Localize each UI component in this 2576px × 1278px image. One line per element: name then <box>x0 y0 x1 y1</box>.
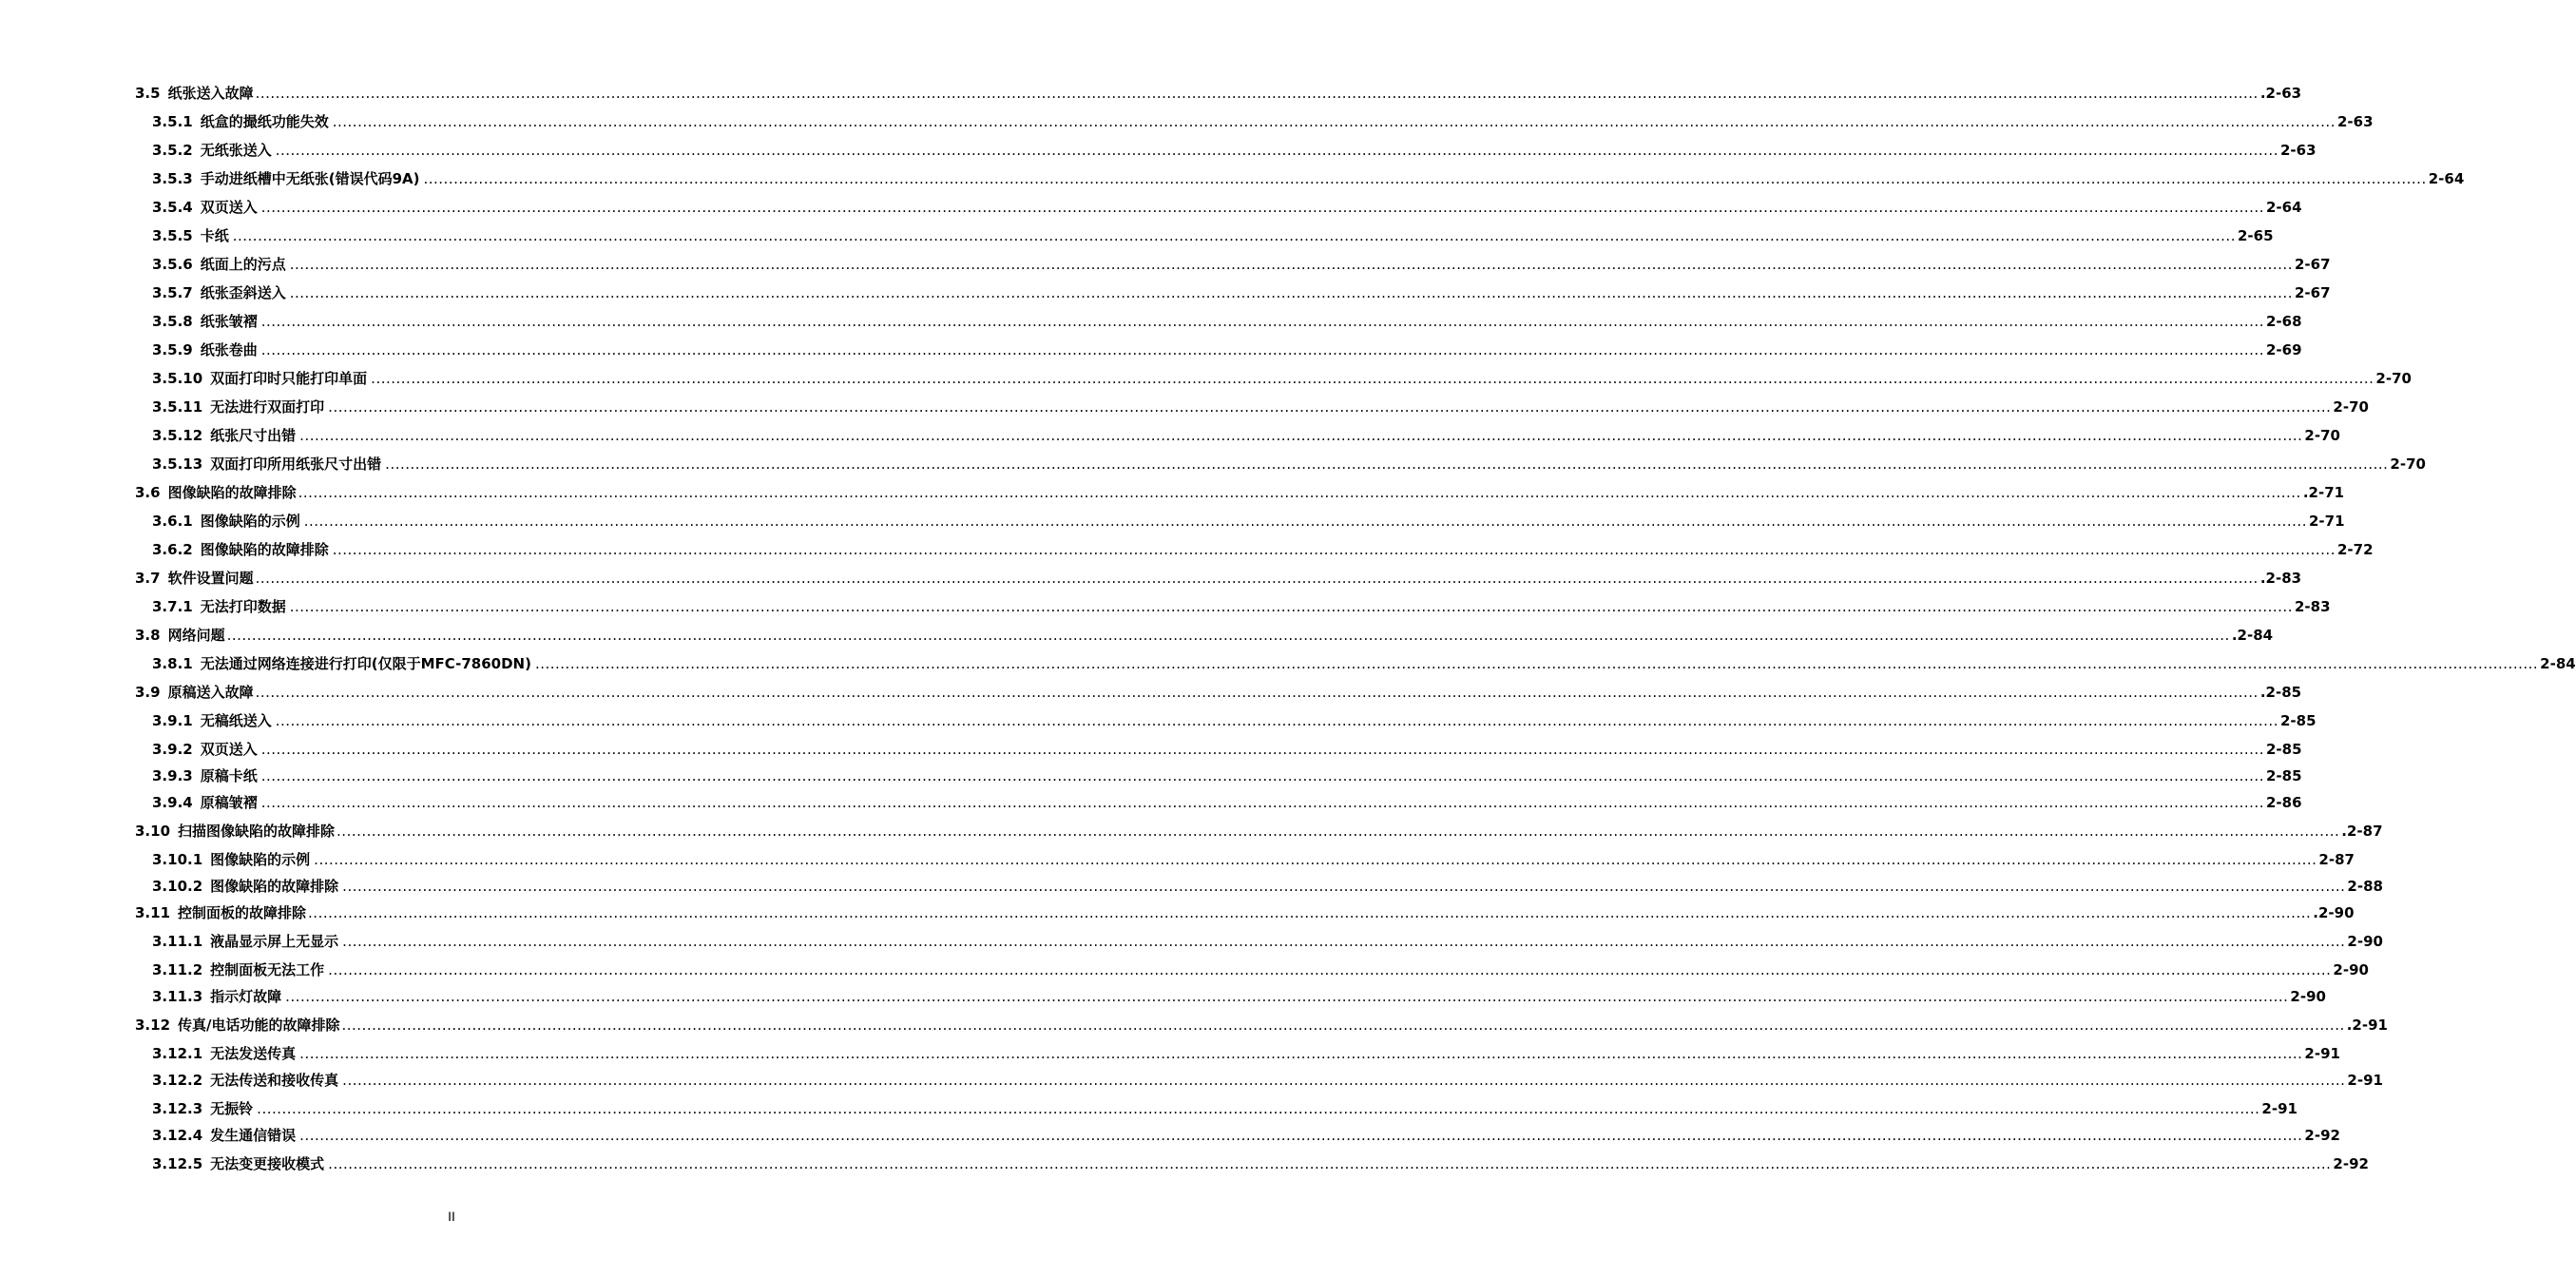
toc-dot-leader: ................................................................................................................................................................................................................................................................................................................................................................................................................ <box>332 113 2336 130</box>
toc-dot-leader: ................................................................................................................................................................................................................................................................................................................................................................................................................ <box>336 823 2340 840</box>
toc-dot-leader: ................................................................................................................................................................................................................................................................................................................................................................................................................ <box>260 794 2264 811</box>
toc-subsection-entry[interactable] <box>152 426 2340 445</box>
toc-entry-title: 传真/电话功能的故障排除 <box>178 1017 340 1034</box>
toc-dot-leader: ................................................................................................................................................................................................................................................................................................................................................................................................................ <box>328 1155 2332 1172</box>
toc-entry-title: 图像缺陷的故障排除 <box>200 541 329 558</box>
toc-entry-title: 纸面上的污点 <box>200 256 286 273</box>
toc-section-entry[interactable] <box>135 84 2302 103</box>
toc-entry-title: 控制面板无法工作 <box>210 961 325 978</box>
toc-entry-page: 2-83 <box>2294 598 2331 615</box>
toc-entry-number: 3.6.1 <box>152 513 193 530</box>
toc-entry-number: 3.11.3 <box>152 988 203 1005</box>
toc-entry-number: 3.12.3 <box>152 1100 203 1117</box>
toc-subsection-entry[interactable] <box>152 740 2302 759</box>
toc-entry-number: 3.11 <box>135 904 171 921</box>
toc-entry-page: 2-91 <box>2261 1100 2297 1117</box>
toc-entry-number: 3.5.2 <box>152 142 193 159</box>
toc-entry-title: 图像缺陷的示例 <box>210 851 311 868</box>
toc-entry-number: 3.10.2 <box>152 878 203 895</box>
toc-subsection-entry[interactable] <box>152 850 2355 869</box>
toc-subsection-entry[interactable] <box>152 540 2374 559</box>
toc-entry-title: 双面打印所用纸张尺寸出错 <box>210 455 382 473</box>
toc-entry-page: .2-84 <box>2231 627 2274 644</box>
toc-entry-title: 无法通过网络连接进行打印(仅限于MFC-7860DN) <box>200 655 531 672</box>
toc-entry-page: 2-90 <box>2333 961 2369 978</box>
toc-entry-title: 图像缺陷的示例 <box>200 513 300 530</box>
toc-entry-number: 3.12 <box>135 1017 171 1034</box>
toc-entry-page: 2-85 <box>2265 767 2302 784</box>
toc-entry-number: 3.12.2 <box>152 1072 203 1089</box>
toc-entry-number: 3.11.2 <box>152 961 203 978</box>
toc-entry-page: 2-68 <box>2265 313 2302 330</box>
toc-entry-page: 2-92 <box>2304 1127 2340 1144</box>
toc-entry-title: 双页送入 <box>200 741 258 758</box>
toc-entry-title: 指示灯故障 <box>210 988 282 1005</box>
toc-subsection-entry[interactable] <box>152 1071 2383 1090</box>
toc-dot-leader: ................................................................................................................................................................................................................................................................................................................................................................................................................ <box>260 767 2264 784</box>
toc-subsection-entry[interactable] <box>152 960 2369 979</box>
toc-entry-page: 2-67 <box>2294 284 2331 301</box>
toc-entry-number: 3.9.4 <box>152 794 193 811</box>
toc-entry-title: 原稿送入故障 <box>167 684 254 701</box>
toc-entry-title: 无振铃 <box>210 1100 254 1117</box>
toc-dot-leader: ................................................................................................................................................................................................................................................................................................................................................................................................................ <box>257 1100 2260 1117</box>
toc-entry-page: 2-88 <box>2347 878 2383 895</box>
toc-entry-number: 3.8.1 <box>152 655 193 672</box>
toc-section-entry[interactable] <box>135 483 2345 502</box>
toc-dot-leader: ................................................................................................................................................................................................................................................................................................................................................................................................................ <box>298 484 2301 501</box>
toc-entry-number: 3.5.12 <box>152 427 203 444</box>
toc-section-entry[interactable] <box>135 569 2302 588</box>
toc-entry-page: 2-85 <box>2279 712 2316 729</box>
toc-dot-leader: ................................................................................................................................................................................................................................................................................................................................................................................................................ <box>260 741 2264 758</box>
toc-entry-page: 2-70 <box>2375 370 2412 387</box>
toc-section-entry[interactable] <box>135 626 2274 645</box>
toc-entry-page: 2-64 <box>2265 199 2302 216</box>
toc-entry-title: 发生通信错误 <box>210 1127 297 1144</box>
toc-dot-leader: ................................................................................................................................................................................................................................................................................................................................................................................................................ <box>303 513 2307 530</box>
toc-entry-page: .2-63 <box>2259 85 2302 102</box>
toc-dot-leader: ................................................................................................................................................................................................................................................................................................................................................................................................................ <box>285 988 2289 1005</box>
toc-entry-number: 3.5.3 <box>152 170 193 187</box>
toc-entry-title: 纸张皱褶 <box>200 313 258 330</box>
toc-dot-leader: ................................................................................................................................................................................................................................................................................................................................................................................................................ <box>232 227 2236 244</box>
toc-entry-page: .2-87 <box>2341 823 2383 840</box>
toc-subsection-entry[interactable] <box>152 766 2302 785</box>
toc-entry-number: 3.7.1 <box>152 598 193 615</box>
toc-entry-title: 原稿卡纸 <box>200 767 258 784</box>
toc-subsection-entry[interactable] <box>152 455 2426 474</box>
toc-dot-leader: ................................................................................................................................................................................................................................................................................................................................................................................................................ <box>342 878 2346 895</box>
toc-dot-leader: ................................................................................................................................................................................................................................................................................................................................................................................................................ <box>371 370 2374 387</box>
toc-subsection-entry[interactable] <box>152 1126 2340 1145</box>
toc-entry-page: 2-69 <box>2265 341 2302 358</box>
toc-entry-page: 2-85 <box>2265 741 2302 758</box>
toc-subsection-entry[interactable] <box>152 141 2316 160</box>
toc-section-entry[interactable] <box>135 903 2355 922</box>
toc-subsection-entry[interactable] <box>152 711 2316 730</box>
toc-entry-title: 扫描图像缺陷的故障排除 <box>178 823 336 840</box>
toc-dot-leader: ................................................................................................................................................................................................................................................................................................................................................................................................................ <box>299 1127 2303 1144</box>
toc-entry-number: 3.10 <box>135 823 171 840</box>
toc-entry-number: 3.5.9 <box>152 341 193 358</box>
toc-dot-leader: ................................................................................................................................................................................................................................................................................................................................................................................................................ <box>289 256 2293 273</box>
toc-dot-leader: ................................................................................................................................................................................................................................................................................................................................................................................................................ <box>342 1072 2346 1089</box>
toc-entry-title: 图像缺陷的故障排除 <box>210 878 339 895</box>
toc-dot-leader: ................................................................................................................................................................................................................................................................................................................................................................................................................ <box>289 598 2293 615</box>
toc-dot-leader: ................................................................................................................................................................................................................................................................................................................................................................................................................ <box>385 455 2389 473</box>
toc-dot-leader: ................................................................................................................................................................................................................................................................................................................................................................................................................ <box>289 284 2293 301</box>
toc-subsection-entry[interactable] <box>152 169 2465 188</box>
toc-entry-number: 3.5.6 <box>152 256 193 273</box>
toc-entry-page: .2-71 <box>2302 484 2345 501</box>
toc-entry-title: 液晶显示屏上无显示 <box>210 933 339 950</box>
toc-subsection-entry[interactable] <box>152 283 2331 302</box>
toc-section-entry[interactable] <box>135 1016 2388 1035</box>
toc-entry-title: 无法变更接收模式 <box>210 1155 325 1172</box>
toc-entry-page: 2-84 <box>2540 655 2576 672</box>
toc-entry-page: 2-91 <box>2304 1045 2340 1062</box>
toc-entry-title: 原稿皱褶 <box>200 794 258 811</box>
toc-dot-leader: ................................................................................................................................................................................................................................................................................................................................................................................................................ <box>260 313 2264 330</box>
toc-subsection-entry[interactable] <box>152 793 2302 812</box>
toc-entry-page: 2-70 <box>2333 398 2369 416</box>
toc-entry-page: 2-70 <box>2390 455 2426 473</box>
toc-entry-title: 双页送入 <box>200 199 258 216</box>
toc-dot-leader: ................................................................................................................................................................................................................................................................................................................................................................................................................ <box>255 684 2259 701</box>
toc-subsection-entry[interactable] <box>152 597 2331 616</box>
toc-subsection-entry[interactable] <box>152 255 2331 274</box>
toc-section-entry[interactable] <box>135 683 2302 702</box>
toc-subsection-entry[interactable] <box>152 654 2576 673</box>
toc-entry-number: 3.12.1 <box>152 1045 203 1062</box>
toc-entry-page: 2-90 <box>2290 988 2326 1005</box>
toc-entry-page: .2-91 <box>2346 1017 2388 1034</box>
toc-entry-number: 3.9.2 <box>152 741 193 758</box>
toc-entry-number: 3.5.5 <box>152 227 193 244</box>
toc-entry-number: 3.7 <box>135 570 161 587</box>
toc-entry-number: 3.5.8 <box>152 313 193 330</box>
toc-entry-page: 2-63 <box>2279 142 2316 159</box>
toc-dot-leader: ................................................................................................................................................................................................................................................................................................................................................................................................................ <box>255 85 2259 102</box>
toc-entry-page: .2-90 <box>2313 904 2355 921</box>
toc-entry-title: 图像缺陷的故障排除 <box>167 484 297 501</box>
toc-subsection-entry[interactable] <box>152 397 2369 416</box>
toc-entry-number: 3.9.1 <box>152 712 193 729</box>
toc-entry-page: 2-87 <box>2318 851 2355 868</box>
toc-subsection-entry[interactable] <box>152 987 2326 1006</box>
toc-entry-title: 无法传送和接收传真 <box>210 1072 339 1089</box>
toc-dot-leader: ................................................................................................................................................................................................................................................................................................................................................................................................................ <box>299 427 2303 444</box>
toc-entry-number: 3.5.4 <box>152 199 193 216</box>
toc-dot-leader: ................................................................................................................................................................................................................................................................................................................................................................................................................ <box>423 170 2427 187</box>
toc-dot-leader: ................................................................................................................................................................................................................................................................................................................................................................................................................ <box>299 1045 2303 1062</box>
toc-entry-number: 3.5.7 <box>152 284 193 301</box>
toc-entry-title: 纸张歪斜送入 <box>200 284 286 301</box>
toc-entry-page: 2-92 <box>2333 1155 2369 1172</box>
toc-dot-leader: ................................................................................................................................................................................................................................................................................................................................................................................................................ <box>226 627 2230 644</box>
toc-entry-title: 双面打印时只能打印单面 <box>210 370 368 387</box>
toc-subsection-entry[interactable] <box>152 1154 2369 1173</box>
toc-entry-number: 3.11.1 <box>152 933 203 950</box>
toc-dot-leader: ................................................................................................................................................................................................................................................................................................................................................................................................................ <box>260 199 2264 216</box>
toc-dot-leader: ................................................................................................................................................................................................................................................................................................................................................................................................................ <box>255 570 2259 587</box>
toc-entry-title: 纸张送入故障 <box>167 85 254 102</box>
toc-entry-title: 软件设置问题 <box>167 570 254 587</box>
toc-entry-number: 3.5.1 <box>152 113 193 130</box>
toc-entry-page: 2-91 <box>2347 1072 2383 1089</box>
toc-subsection-entry[interactable] <box>152 112 2374 131</box>
toc-dot-leader: ................................................................................................................................................................................................................................................................................................................................................................................................................ <box>332 541 2336 558</box>
toc-entry-page: 2-86 <box>2265 794 2302 811</box>
toc-entry-title: 无法进行双面打印 <box>210 398 325 416</box>
toc-entry-page: 2-63 <box>2336 113 2374 130</box>
toc-subsection-entry[interactable] <box>152 1099 2297 1118</box>
toc-entry-title: 纸张卷曲 <box>200 341 258 358</box>
toc-entry-page: 2-67 <box>2294 256 2331 273</box>
toc-entry-number: 3.8 <box>135 627 161 644</box>
toc-entry-page: .2-83 <box>2259 570 2302 587</box>
toc-entry-title: 无稿纸送入 <box>200 712 272 729</box>
toc-subsection-entry[interactable] <box>152 226 2274 245</box>
toc-entry-number: 3.12.4 <box>152 1127 203 1144</box>
toc-entry-page: 2-72 <box>2336 541 2374 558</box>
toc-entry-page: 2-90 <box>2347 933 2383 950</box>
toc-entry-title: 无纸张送入 <box>200 142 272 159</box>
toc-entry-number: 3.10.1 <box>152 851 203 868</box>
toc-subsection-entry[interactable] <box>152 512 2345 531</box>
page-number: II <box>448 1209 455 1224</box>
toc-entry-page: 2-71 <box>2308 513 2345 530</box>
toc-entry-title: 无法发送传真 <box>210 1045 297 1062</box>
toc-entry-number: 3.9 <box>135 684 161 701</box>
toc-dot-leader: ................................................................................................................................................................................................................................................................................................................................................................................................................ <box>341 1017 2345 1034</box>
toc-entry-page: 2-70 <box>2304 427 2340 444</box>
toc-subsection-entry[interactable] <box>152 340 2302 359</box>
toc-entry-title: 卡纸 <box>200 227 229 244</box>
toc-entry-title: 控制面板的故障排除 <box>178 904 307 921</box>
toc-dot-leader: ................................................................................................................................................................................................................................................................................................................................................................................................................ <box>328 398 2332 416</box>
toc-entry-title: 手动进纸槽中无纸张(错误代码9A) <box>200 170 420 187</box>
toc-subsection-entry[interactable] <box>152 369 2412 388</box>
toc-subsection-entry[interactable] <box>152 932 2383 951</box>
toc-entry-title: 无法打印数据 <box>200 598 286 615</box>
toc-dot-leader: ................................................................................................................................................................................................................................................................................................................................................................................................................ <box>275 712 2278 729</box>
toc-entry-number: 3.6.2 <box>152 541 193 558</box>
toc-subsection-entry[interactable] <box>152 312 2302 331</box>
toc-section-entry[interactable] <box>135 822 2383 841</box>
toc-entry-number: 3.12.5 <box>152 1155 203 1172</box>
toc-entry-title: 纸张尺寸出错 <box>210 427 297 444</box>
toc-entry-title: 纸盒的撮纸功能失效 <box>200 113 329 130</box>
toc-entry-page: .2-85 <box>2259 684 2302 701</box>
toc-entry-number: 3.5.11 <box>152 398 203 416</box>
toc-entry-number: 3.5.13 <box>152 455 203 473</box>
toc-entry-number: 3.9.3 <box>152 767 193 784</box>
toc-dot-leader: ................................................................................................................................................................................................................................................................................................................................................................................................................ <box>342 933 2346 950</box>
toc-dot-leader: ................................................................................................................................................................................................................................................................................................................................................................................................................ <box>275 142 2278 159</box>
toc-dot-leader: ................................................................................................................................................................................................................................................................................................................................................................................................................ <box>328 961 2332 978</box>
toc-subsection-entry[interactable] <box>152 877 2383 896</box>
toc-dot-leader: ................................................................................................................................................................................................................................................................................................................................................................................................................ <box>260 341 2264 358</box>
toc-entry-page: 2-65 <box>2237 227 2274 244</box>
toc-subsection-entry[interactable] <box>152 198 2302 217</box>
toc-entry-title: 网络问题 <box>167 627 225 644</box>
toc-entry-number: 3.5.10 <box>152 370 203 387</box>
toc-entry-number: 3.5 <box>135 85 161 102</box>
toc-subsection-entry[interactable] <box>152 1044 2340 1063</box>
toc-dot-leader: ................................................................................................................................................................................................................................................................................................................................................................................................................ <box>308 904 2312 921</box>
toc-dot-leader: ................................................................................................................................................................................................................................................................................................................................................................................................................ <box>314 851 2317 868</box>
toc-dot-leader: ................................................................................................................................................................................................................................................................................................................................................................................................................ <box>534 655 2539 672</box>
toc-entry-number: 3.6 <box>135 484 161 501</box>
toc-entry-page: 2-64 <box>2428 170 2465 187</box>
